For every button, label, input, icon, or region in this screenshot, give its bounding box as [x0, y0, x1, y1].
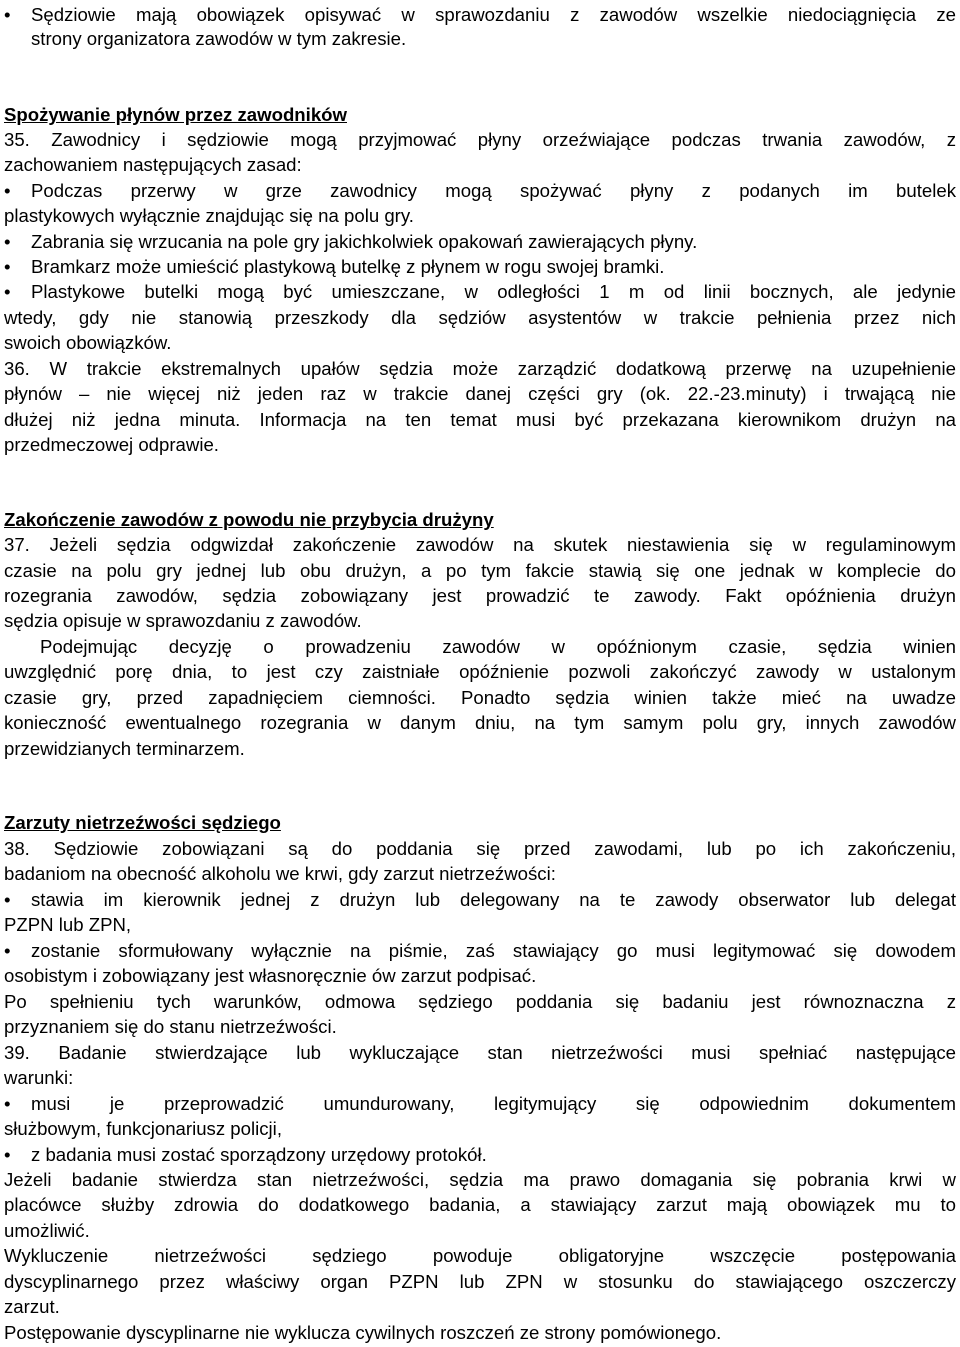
text-line	[4, 26, 956, 52]
text-line	[4, 989, 956, 1015]
line-text: przedmeczowej odprawie.	[4, 434, 219, 455]
line-text: dłużej niż jedna minuta. Informacja na ten temat musi być przekazana kierownikom drużyn na	[4, 409, 956, 430]
line-text: umożliwić.	[4, 1220, 90, 1241]
section-heading-text: Zarzuty nietrzeźwości sędziego	[4, 812, 281, 833]
line-text: Podejmując decyzję o prowadzeniu zawodów w opóźnionym czasie, sędzia winien	[40, 636, 956, 657]
bullet-icon: •	[4, 1093, 11, 1114]
line-text: 36. W trakcie ekstremalnych upałów sędzia może zarządzić dodatkową przerwę na uzupełnienie	[4, 358, 956, 379]
line-text: Wykluczenie nietrzeźwości sędziego powoduje obligatoryjne wszczęcie postępowania	[4, 1245, 956, 1266]
bullet-icon: •	[4, 256, 11, 277]
line-text: uwzględnić porę dnia, to jest czy zaistniałe opóźnienie pozwoli zakończyć zawody w ustalonym	[4, 661, 956, 682]
line-text: Zabrania się wrzucania na pole gry jakichkolwiek opakowań zawierających płyny.	[31, 231, 698, 252]
text-line	[4, 861, 956, 887]
text-line	[4, 305, 956, 331]
text-line	[4, 1040, 956, 1066]
line-text: musi je przeprowadzić umundurowany, legitymujący się odpowiednim dokumentem	[31, 1093, 956, 1114]
bullet-line	[4, 938, 956, 964]
line-text: 38. Sędziowie zobowiązani są do poddania się przed zawodami, lub po ich zakończeniu,	[4, 838, 956, 859]
line-text: Postępowanie dyscyplinarne nie wyklucza cywilnych roszczeń ze strony pomówionego.	[4, 1322, 722, 1343]
bullet-icon: •	[4, 940, 11, 961]
text-line	[4, 912, 956, 938]
line-text: 39. Badanie stwierdzające lub wykluczające stan nietrzeźwości musi spełniać następujące	[4, 1042, 956, 1063]
line-text: zarzut.	[4, 1296, 60, 1317]
text-line	[4, 532, 956, 558]
section-heading-text: Spożywanie płynów przez zawodników	[4, 104, 347, 125]
text-line	[4, 381, 956, 407]
line-text: badaniom na obecność alkoholu we krwi, gdy zarzut nietrzeźwości:	[4, 863, 556, 884]
text-line	[4, 685, 956, 711]
text-line	[4, 407, 956, 433]
text-line	[4, 608, 956, 634]
line-text: Bramkarz może umieścić plastykową butelkę z płynem w rogu swojej bramki.	[31, 256, 665, 277]
text-line	[4, 583, 956, 609]
line-text: zostanie sformułowany wyłącznie na piśmie, zaś stawiający go musi legitymować się dowodem	[31, 940, 956, 961]
section-heading	[4, 102, 956, 128]
section-heading	[4, 810, 956, 836]
line-text: Podczas przerwy w grze zawodnicy mogą spożywać płyny z podanych im butelek	[31, 180, 956, 201]
text-line	[4, 330, 956, 356]
bullet-icon: •	[4, 231, 11, 252]
text-line	[4, 1243, 956, 1269]
line-text: Po spełnieniu tych warunków, odmowa sędziego poddania się badaniu jest równoznaczna z	[4, 991, 956, 1012]
bullet-line	[4, 178, 956, 204]
line-text: 35. Zawodnicy i sędziowie mogą przyjmować płyny orzeźwiające podczas trwania zawodów, z	[4, 129, 956, 150]
line-text: wtedy, gdy nie stanowią przeszkody dla sędziów asystentów w trakcie pełnienia przez nich	[4, 307, 956, 328]
section-heading	[4, 507, 956, 533]
bullet-icon: •	[4, 180, 11, 201]
line-text: Jeżeli badanie stwierdza stan nietrzeźwości, sędzia ma prawo domagania się pobrania krwi w	[4, 1169, 956, 1190]
line-text: placówce służby zdrowia do dodatkowego badania, a stawiający zarzut mają obowiązek mu to	[4, 1194, 956, 1215]
text-line	[4, 659, 956, 685]
bullet-icon: •	[4, 1144, 11, 1165]
line-text: stawia im kierownik jednej z drużyn lub delegowany na te zawody obserwator lub delegat	[31, 889, 956, 910]
text-line	[4, 203, 956, 229]
text-line	[4, 152, 956, 178]
line-text: przewidzianych terminarzem.	[4, 738, 245, 759]
line-text: strony organizatora zawodów w tym zakresie.	[31, 28, 407, 49]
text-line	[4, 1269, 956, 1295]
line-text: Sędziowie mają obowiązek opisywać w sprawozdaniu z zawodów wszelkie niedociągnięcia ze	[31, 4, 956, 25]
bullet-line	[4, 887, 956, 913]
text-line	[4, 836, 956, 862]
text-line	[4, 1320, 956, 1346]
line-text: plastykowych wyłącznie znajdując się na polu gry.	[4, 205, 414, 226]
line-text: swoich obowiązków.	[4, 332, 172, 353]
line-text: czasie gry, przed zapadnięciem ciemności. Ponadto sędzia winien także mieć na uwadze	[4, 687, 956, 708]
bullet-line	[4, 279, 956, 305]
bullet-line	[4, 229, 956, 255]
text-line	[4, 1014, 956, 1040]
text-line	[4, 127, 956, 153]
bullet-line	[4, 254, 956, 280]
line-text: PZPN lub ZPN,	[4, 914, 132, 935]
line-text: rozegrania zawodów, sędzia zobowiązany jest prowadzić te zawody. Fakt opóźnienia drużyn	[4, 585, 956, 606]
line-text: warunki:	[4, 1067, 74, 1088]
line-text: czasie na polu gry jednej lub obu drużyn, a po tym fakcie stawią się one jednak w komplecie do	[4, 560, 956, 581]
line-text: przyznaniem się do stanu nietrzeźwości.	[4, 1016, 337, 1037]
text-line	[4, 1294, 956, 1320]
text-line	[4, 963, 956, 989]
line-text: osobistym i zobowiązany jest własnoręcznie ów zarzut podpisać.	[4, 965, 537, 986]
line-text: służbowym, funkcjonariusz policji,	[4, 1118, 282, 1139]
text-line	[4, 1192, 956, 1218]
line-text: z badania musi zostać sporządzony urzędowy protokół.	[31, 1144, 487, 1165]
text-line	[4, 432, 956, 458]
line-text: konieczność ewentualnego rozegrania w danym dniu, na tym samym polu gry, innych zawodów	[4, 712, 956, 733]
section-heading-text: Zakończenie zawodów z powodu nie przybycia drużyny	[4, 509, 494, 530]
text-line	[4, 1116, 956, 1142]
line-text: sędzia opisuje w sprawozdaniu z zawodów.	[4, 610, 362, 631]
line-text: 37. Jeżeli sędzia odgwizdał zakończenie zawodów na skutek niestawienia się w regulaminowym	[4, 534, 956, 555]
bullet-line	[4, 2, 956, 28]
bullet-icon: •	[4, 281, 11, 302]
text-line	[4, 710, 956, 736]
line-text: płynów – nie więcej niż jeden raz w trakcie danej części gry (ok. 22.-23.minuty) i trwającą nie	[4, 383, 956, 404]
text-line	[4, 1065, 956, 1091]
text-line	[4, 356, 956, 382]
text-line	[4, 1167, 956, 1193]
line-text: Plastykowe butelki mogą być umieszczane, w odległości 1 m od linii bocznych, ale jedynie	[31, 281, 956, 302]
text-line	[4, 558, 956, 584]
bullet-line	[4, 1142, 956, 1168]
bullet-icon: •	[4, 889, 11, 910]
bullet-line	[4, 1091, 956, 1117]
text-line	[4, 1218, 956, 1244]
line-text: dyscyplinarnego przez właściwy organ PZPN lub ZPN w stosunku do stawiającego oszczerczy	[4, 1271, 956, 1292]
text-line	[4, 736, 956, 762]
bullet-icon: •	[4, 4, 11, 25]
line-text: zachowaniem następujących zasad:	[4, 154, 302, 175]
text-line	[4, 634, 956, 660]
